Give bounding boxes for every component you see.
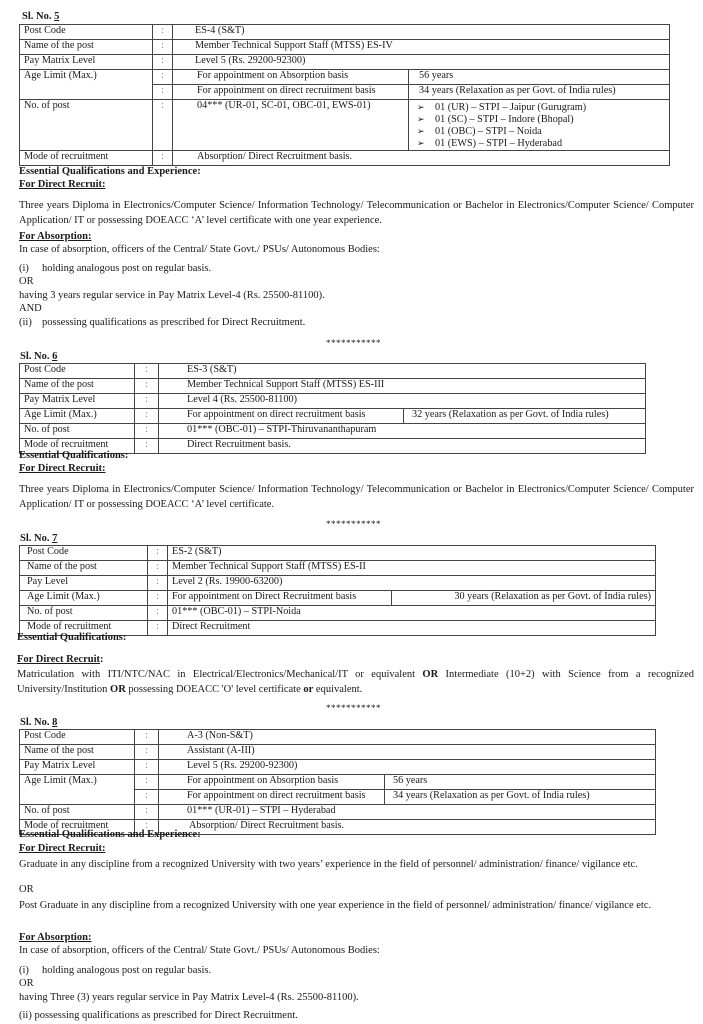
absorption-heading: For Absorption: (19, 932, 92, 943)
row-label: Pay Matrix Level (20, 394, 135, 409)
table-row (20, 775, 656, 790)
text-part: possessing DOEACC 'O' level certificate (125, 684, 304, 695)
row-colon: : (153, 100, 173, 151)
table-row (20, 151, 670, 166)
qualifications-heading: Essential Qualifications: (17, 632, 127, 643)
direct-recruit-heading-text: For Direct Recruit (17, 654, 100, 665)
direct-recruit-text: Three years Diploma in Electronics/Computer Science/ Information Technology/ Telecommunication or Bachelor in Electronics/Computer Science/ Computer Application/ IT or possessing DOEACC ‘A’ level certificate with one year experience. (19, 200, 694, 226)
sl-number: 7 (52, 533, 58, 544)
absorption-heading: For Absorption: (19, 231, 92, 242)
list-item (417, 113, 665, 125)
direct-recruit-heading: For Direct Recruit: (19, 463, 106, 474)
location-text: 01 (OBC) – STPI – Noida (435, 126, 542, 137)
absorption-item-i: holding analogous post on regular basis. (42, 263, 212, 274)
row-value: Member Technical Support Staff (MTSS) ES-IV (173, 40, 670, 55)
direct-recruit-text-1: Graduate in any discipline from a recognized University with two years’ experience in the field of personnel/ administration/ finance/ vigilance etc. (19, 859, 638, 870)
row-label: Age Limit (Max.) (20, 591, 148, 606)
table-row (20, 70, 670, 85)
row-value: Level 5 (Rs. 29200-92300) (173, 55, 670, 70)
arrow-bullet-icon: ➢ (417, 138, 425, 148)
row-label: Post Code (20, 25, 153, 40)
table-row (20, 424, 646, 439)
table-row (20, 730, 656, 745)
row-colon: : (148, 561, 168, 576)
sl-number: 8 (52, 717, 58, 728)
sl-no-8-heading (20, 717, 57, 728)
location-text: 01 (SC) – STPI – Indore (Bhopal) (435, 114, 574, 125)
table-row (20, 606, 656, 621)
age-limit: 56 years (409, 70, 670, 85)
table-row (20, 379, 646, 394)
row-value: ES-3 (S&T) (159, 364, 646, 379)
row-colon: : (135, 745, 159, 760)
row-value: Absorption/ Direct Recruitment basis. (159, 820, 656, 835)
row-label: Mode of recruitment (20, 151, 153, 166)
row-label: Pay Matrix Level (20, 55, 153, 70)
age-limit: 34 years (Relaxation as per Govt. of India rules) (385, 790, 656, 805)
row-label: No. of post (20, 805, 135, 820)
row-label: Pay Matrix Level (20, 760, 135, 775)
absorption-intro: In case of absorption, officers of the Central/ State Govt./ PSUs/ Autonomous Bodies: (19, 244, 380, 255)
row-colon: : (135, 760, 159, 775)
post-table-7 (19, 545, 656, 636)
row-colon: : (148, 591, 168, 606)
and-text: AND (19, 303, 42, 314)
direct-recruit-heading (17, 654, 104, 665)
row-colon: : (135, 364, 159, 379)
absorption-item-ii-number: (ii) (19, 317, 32, 328)
row-value: 01*** (OBC-01) – STPI-Thiruvananthapuram (159, 424, 646, 439)
row-label: No. of post (20, 424, 135, 439)
row-value: Member Technical Support Staff (MTSS) ES-III (159, 379, 646, 394)
or-bold: OR (110, 684, 126, 695)
row-label: Name of the post (20, 40, 153, 55)
table-row (20, 55, 670, 70)
sl-label: Sl. No. (20, 351, 50, 362)
row-colon: : (153, 85, 173, 100)
table-row (20, 394, 646, 409)
age-basis: For appointment on Absorption basis (173, 70, 409, 85)
table-row (20, 745, 656, 760)
row-value: ES-4 (S&T) (173, 25, 670, 40)
row-label: Age Limit (Max.) (20, 70, 153, 100)
row-value: 01*** (OBC-01) – STPI-Noida (168, 606, 656, 621)
sl-label: Sl. No. (20, 533, 50, 544)
age-basis: For appointment on direct recruitment basis (173, 85, 409, 100)
row-colon: : (153, 151, 173, 166)
qualifications-heading: Essential Qualifications: (19, 450, 129, 461)
table-row (20, 591, 656, 606)
absorption-intro: In case of absorption, officers of the Central/ State Govt./ PSUs/ Autonomous Bodies: (19, 945, 380, 956)
row-value: Direct Recruitment basis. (159, 439, 646, 454)
absorption-service: having Three (3) years regular service in Pay Matrix Level-4 (Rs. 25500-81100). (19, 992, 359, 1003)
table-row (20, 25, 670, 40)
post-table-5 (19, 24, 670, 166)
row-label: Age Limit (Max.) (20, 775, 135, 805)
qualifications-heading: Essential Qualifications and Experience: (19, 829, 201, 840)
absorption-item-i-number: (i) (19, 965, 29, 976)
absorption-item-i-number: (i) (19, 263, 29, 274)
row-colon: : (148, 621, 168, 636)
table-row (20, 760, 656, 775)
absorption-item-ii: possessing qualifications as prescribed for Direct Recruitment. (42, 317, 306, 328)
row-colon: : (148, 576, 168, 591)
row-colon: : (148, 546, 168, 561)
row-colon: : (135, 379, 159, 394)
or-bold: OR (422, 669, 439, 680)
sl-no-7-heading (20, 533, 57, 544)
row-value: Direct Recruitment (168, 621, 656, 636)
post-locations (409, 100, 670, 151)
row-label: Mode of recruitment (20, 621, 148, 636)
row-value: A-3 (Non-S&T) (159, 730, 656, 745)
row-value: Level 5 (Rs. 29200-92300) (159, 760, 656, 775)
direct-recruit-text-2: Post Graduate in any discipline from a recognized University with one year experience in the field of personnel/ administration/ finance/ vigilance etc. (19, 900, 652, 911)
row-label: Post Code (20, 546, 148, 561)
row-colon: : (135, 775, 159, 790)
row-value: 01*** (UR-01) – STPI – Hyderabad (159, 805, 656, 820)
row-value: ES-2 (S&T) (168, 546, 656, 561)
row-label: Post Code (20, 730, 135, 745)
or-text: OR (19, 276, 34, 287)
or-bold: or (303, 684, 314, 695)
row-label: Name of the post (20, 379, 135, 394)
table-row (20, 409, 646, 424)
absorption-item-ii: (ii) possessing qualifications as prescribed for Direct Recruitment. (19, 1010, 298, 1021)
text-part: Intermediate (10+2) with Science from a recognized University/Institution (17, 669, 694, 695)
direct-recruit-heading: For Direct Recruit: (19, 179, 106, 190)
absorption-item-i: holding analogous post on regular basis. (42, 965, 212, 976)
row-colon: : (153, 70, 173, 85)
row-label: Mode of recruitment (20, 439, 135, 454)
list-item (417, 101, 665, 113)
sl-no-5-heading (22, 11, 59, 22)
row-value: Level 2 (Rs. 19900-63200) (168, 576, 656, 591)
row-value: Member Technical Support Staff (MTSS) ES-II (168, 561, 656, 576)
row-colon: : (135, 409, 159, 424)
qualifications-heading: Essential Qualifications and Experience: (19, 166, 201, 177)
table-row (20, 364, 646, 379)
location-text: 01 (UR) – STPI – Jaipur (Gurugram) (435, 102, 587, 113)
row-label: Name of the post (20, 561, 148, 576)
sl-label: Sl. No. (22, 11, 52, 22)
table-row (20, 805, 656, 820)
sl-no-6-heading (20, 351, 57, 362)
location-text: 01 (EWS) – STPI – Hyderabad (435, 138, 563, 149)
table-row (20, 576, 656, 591)
row-value: 04*** (UR-01, SC-01, OBC-01, EWS-01) (173, 100, 409, 151)
list-item (417, 125, 665, 137)
age-basis: For appointment on Absorption basis (159, 775, 385, 790)
or-text: OR (19, 978, 34, 989)
arrow-bullet-icon: ➢ (417, 126, 425, 136)
heading-colon: : (100, 654, 104, 665)
sl-number: 5 (54, 11, 60, 22)
table-row (20, 546, 656, 561)
row-label: Name of the post (20, 745, 135, 760)
age-limit: 32 years (Relaxation as per Govt. of India rules) (404, 409, 646, 424)
age-limit: 56 years (385, 775, 656, 790)
row-colon: : (135, 820, 159, 835)
age-limit: 34 years (Relaxation as per Govt. of India rules) (409, 85, 670, 100)
row-value: Assistant (A-III) (159, 745, 656, 760)
direct-recruit-text: Three years Diploma in Electronics/Computer Science/ Information Technology/ Telecommunication or Bachelor in Electronics/Computer Science/ Computer Application/ IT or possessing DOEACC ‘A’ level certificate. (19, 484, 694, 510)
row-colon: : (135, 439, 159, 454)
row-label: Age Limit (Max.) (20, 409, 135, 424)
row-colon: : (135, 424, 159, 439)
direct-recruit-text (17, 667, 694, 697)
arrow-bullet-icon: ➢ (417, 102, 425, 112)
direct-recruit-heading: For Direct Recruit: (19, 843, 106, 854)
age-basis: For appointment on Direct Recruitment basis (168, 591, 392, 606)
post-table-6 (19, 363, 646, 454)
separator: *********** (326, 519, 381, 529)
location-list (417, 101, 665, 149)
table-row (20, 40, 670, 55)
row-colon: : (148, 606, 168, 621)
list-item (417, 137, 665, 149)
sl-label: Sl. No. (20, 717, 50, 728)
row-label: No. of post (20, 100, 153, 151)
row-colon: : (153, 40, 173, 55)
post-table-8 (19, 729, 656, 835)
age-limit: 30 years (Relaxation as per Govt. of India rules) (392, 591, 656, 606)
row-value: Absorption/ Direct Recruitment basis. (173, 151, 670, 166)
age-basis: For appointment on direct recruitment basis (159, 409, 404, 424)
text-part: Matriculation with ITI/NTC/NAC in Electrical/Electronics/Mechanical/IT or equivalent (17, 669, 423, 680)
table-row (20, 561, 656, 576)
row-colon: : (135, 805, 159, 820)
row-colon: : (153, 25, 173, 40)
separator: *********** (326, 338, 381, 348)
absorption-service: having 3 years regular service in Pay Matrix Level-4 (Rs. 25500-81100). (19, 290, 325, 301)
table-row (20, 100, 670, 151)
separator: *********** (326, 703, 381, 713)
row-label: No. of post (20, 606, 148, 621)
text-part: equivalent. (313, 684, 363, 695)
row-colon: : (135, 790, 159, 805)
arrow-bullet-icon: ➢ (417, 114, 425, 124)
row-colon: : (135, 394, 159, 409)
sl-number: 6 (52, 351, 58, 362)
row-label: Pay Level (20, 576, 148, 591)
row-colon: : (135, 730, 159, 745)
age-basis: For appointment on direct recruitment basis (159, 790, 385, 805)
or-text: OR (19, 884, 34, 895)
row-colon: : (153, 55, 173, 70)
row-label: Post Code (20, 364, 135, 379)
row-value: Level 4 (Rs. 25500-81100) (159, 394, 646, 409)
row-label: Mode of recruitment (20, 820, 135, 835)
